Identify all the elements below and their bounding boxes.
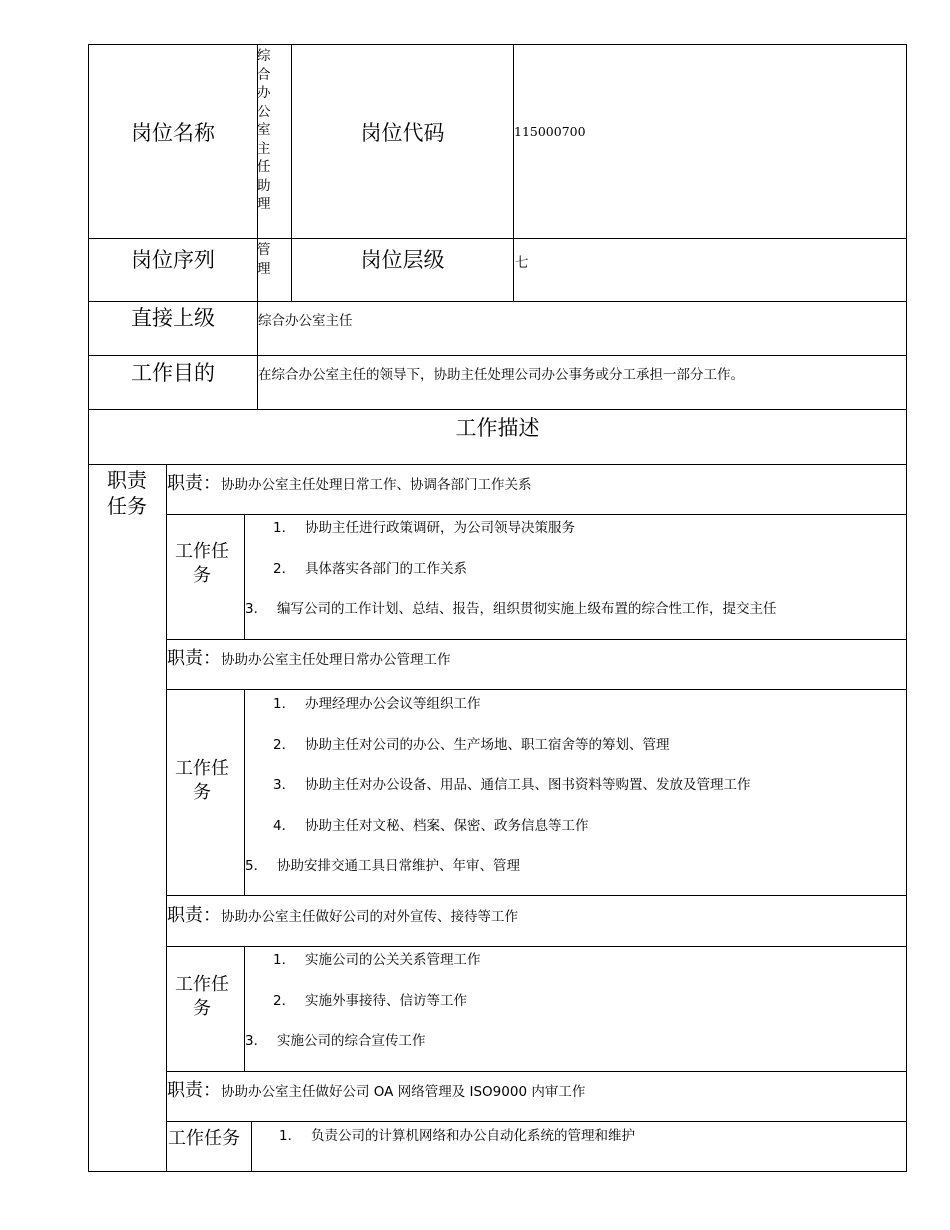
responsibility-text: 协助办公室主任处理日常办公管理工作 [221,652,451,668]
supervisor-value: 综合办公室主任 [258,313,353,329]
duties-label: 职责任务 [107,468,147,518]
responsibility-row [167,901,518,927]
task-text: 实施公司的公关关系管理工作 [305,952,481,968]
task-number: 2． [273,993,296,1009]
task-item [245,597,777,617]
task-text: 编写公司的工作计划、总结、报告，组织贯彻实施上级布置的综合性工作，提交主任 [277,601,777,617]
responsibility-text: 协助办公室主任做好公司的对外宣传、接待等工作 [221,909,518,925]
task-text: 具体落实各部门的工作关系 [305,561,467,577]
task-item [279,1124,635,1144]
responsibility-text: 协助办公室主任处理日常工作、协调各部门工作关系 [221,477,532,493]
task-text: 协助主任对公司的办公、生产场地、职工宿舍等的筹划、管理 [305,737,670,753]
position-code-label: 岗位代码 [360,120,445,145]
row-divider [166,1071,907,1072]
purpose-label: 工作目的 [131,361,215,385]
responsibility-prefix: 职责： [167,648,221,669]
row-divider [166,1121,907,1122]
task-number: 1． [273,520,296,536]
task-number: 4． [273,818,296,834]
task-number: 3． [273,777,296,793]
position-code-value: 115000700 [514,124,586,139]
task-text: 办理经理办公会议等组织工作 [305,696,481,712]
column-divider [244,514,245,640]
task-number: 1． [279,1128,302,1144]
row-divider [88,238,907,239]
purpose-value: 在综合办公室主任的领导下，协助主任处理公司办公事务或分工承担一部分工作。 [258,367,744,383]
task-item [245,1029,426,1049]
task-label: 工作任务 [175,758,229,803]
responsibility-row [167,469,532,495]
task-label: 工作任务 [175,974,229,1019]
column-divider [244,946,245,1072]
row-divider [166,639,907,640]
table-border-right [906,44,907,1172]
responsibility-prefix: 职责： [167,905,221,926]
task-number: 2． [273,737,296,753]
task-number: 1． [273,696,296,712]
task-item [245,854,520,874]
task-number: 2． [273,561,296,577]
task-text: 负责公司的计算机网络和办公自动化系统的管理和维护 [311,1128,635,1144]
task-number: 3． [245,601,268,617]
level-value: 七 [515,255,529,271]
responsibility-row [167,644,451,670]
table-border-bottom [88,1171,907,1172]
task-text: 协助安排交通工具日常维护、年审、管理 [277,858,520,874]
row-divider [88,464,907,465]
task-number: 1． [273,952,296,968]
supervisor-label: 直接上级 [131,306,215,330]
row-divider [166,895,907,896]
responsibility-prefix: 职责： [167,473,221,494]
task-item [273,733,670,753]
position-name-label: 岗位名称 [131,120,215,145]
description-title: 工作描述 [455,416,540,440]
task-item [273,557,467,577]
level-label: 岗位层级 [360,248,445,272]
task-item [273,773,751,793]
task-number: 3． [245,1033,268,1049]
task-text: 实施公司的综合宣传工作 [277,1033,426,1049]
task-text: 协助主任对办公设备、用品、通信工具、图书资料等购置、发放及管理工作 [305,777,751,793]
task-label: 工作任务 [175,541,229,586]
row-divider [166,689,907,690]
task-item [273,692,481,712]
sequence-value: 管理 [257,242,271,277]
task-item [273,814,589,834]
position-name-value: 综合办公室主任助理 [257,48,271,212]
column-divider [251,1121,252,1172]
task-item [273,516,575,536]
responsibility-prefix: 职责： [167,1080,221,1101]
responsibility-text: 协助办公室主任做好公司 OA 网络管理及 ISO9000 内审工作 [221,1084,586,1100]
task-text: 协助主任对文秘、档案、保密、政务信息等工作 [305,818,589,834]
responsibility-row [167,1076,585,1102]
sequence-label: 岗位序列 [131,248,215,272]
task-item [273,948,481,968]
task-item [273,989,467,1009]
task-label: 工作任务 [168,1128,240,1149]
task-number: 5． [245,858,268,874]
task-text: 协助主任进行政策调研，为公司领导决策服务 [305,520,575,536]
task-text: 实施外事接待、信访等工作 [305,993,467,1009]
